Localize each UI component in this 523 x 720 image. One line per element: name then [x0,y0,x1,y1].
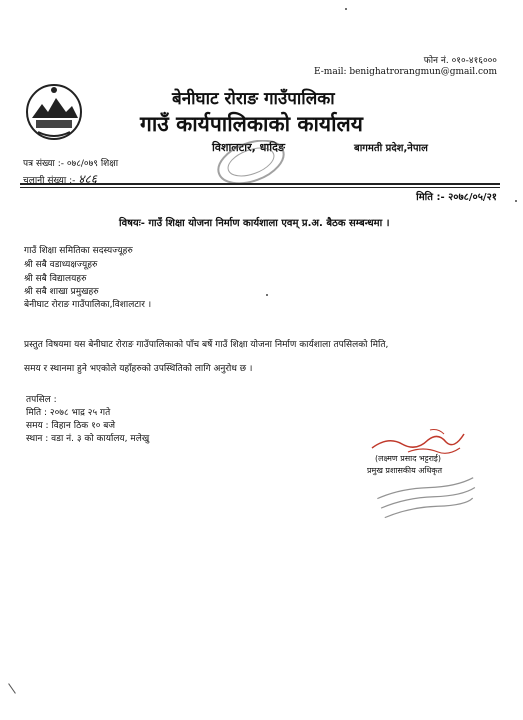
letter-number-value: ०७८/०७९ शिक्षा [66,159,119,169]
body-paragraph-line: समय र स्थानमा हुने भएकोले यहाँहरुको उपस्थितिको लागि अनुरोध छ । [24,364,253,374]
recipient-line: श्री सबै शाखा प्रमुखहरु [24,287,99,297]
scan-edge-mark [8,683,16,693]
designation-stamp [372,476,482,520]
office-name: बेनीघाट रोराङ गाउँपालिका [172,89,335,109]
municipality-emblem-logo [24,82,84,142]
signatory-post: प्रमुख प्रशासकीय अधिकृत [367,466,443,475]
scan-speck [515,200,517,202]
details-place: स्थान : वडा नं. ३ को कार्यालय, मलेखु [26,434,150,444]
letter-number [23,156,118,169]
recipient-line: बेनीघाट रोराङ गाउँपालिका,विशालटार । [24,300,152,310]
header-rule-thin [20,187,500,188]
letter-date: मिति :- २०७८/०५/२१ [416,192,497,203]
email-address[interactable]: E-mail: benighatrorangmun@gmail.com [314,67,497,77]
details-date: मिति : २०७८ भाद्र २५ गते [26,408,111,418]
details-time: समय : विहान ठिक १० बजे [26,421,116,431]
phone-number: फोन नं. ०१०-४१६००० [423,56,497,66]
recipient-line: श्री सबै विद्यालयहरु [24,274,87,284]
dispatch-number-label: चलानी संख्या :- [23,176,76,186]
province-name: बागमती प्रदेश,नेपाल [354,143,428,154]
recipient-line: श्री सबै वडाध्यक्षज्यूहरु [24,260,98,270]
signatory-name: (लक्ष्मण प्रसाद भट्टराई) [375,454,441,463]
header-rule [20,183,500,185]
office-title: गाउँ कार्यपालिकाको कार्यालय [140,112,363,136]
letter-number-label: पत्र संख्या :- [23,159,64,169]
recipient-line: गाउँ शिक्षा समितिका सदस्यज्यूहरु [24,246,133,256]
office-stamp [212,140,290,184]
scan-speck [266,294,268,296]
details-heading: तपसिल : [26,395,57,405]
body-paragraph-line: प्रस्तुत विषयमा यस बेनीघाट रोराङ गाउँपालिकाको पाँच बर्षे गाउँ शिक्षा योजना निर्माण कार्यशाला तपसिलको मिति, [24,340,389,350]
scan-speck [345,8,347,10]
office-address: विशालटार, धादिङ [212,141,285,154]
letter-subject: विषयः- गाउँ शिक्षा योजना निर्माण कार्यशाला एवम् प्र.अ. बैठक सम्बन्धमा । [119,218,390,229]
dispatch-number-value: ४८६ [78,172,97,186]
